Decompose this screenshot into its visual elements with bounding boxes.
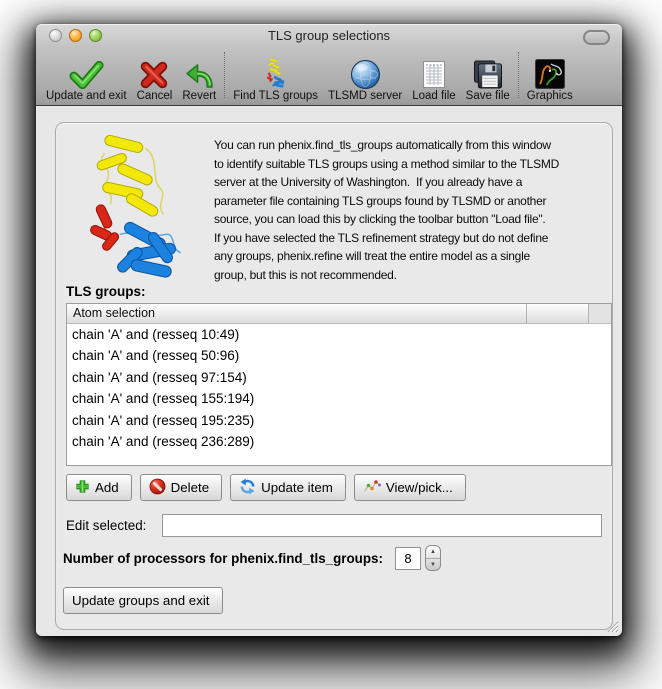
column-header-blank[interactable] [527,304,589,323]
help-text-line: to identify suitable TLS groups using a method similar to the TLSMD [214,156,559,171]
header-filler [589,304,611,323]
edit-selected-label: Edit selected: [66,518,147,533]
stepper-up-arrow-icon[interactable]: ▲ [426,546,440,559]
help-text-line: parameter file containing TLS groups found by TLSMD or another [214,193,547,208]
button-label: Update groups and exit [72,593,210,608]
dialog-window [36,24,622,636]
toolbar-revert[interactable] [177,46,221,105]
processors-input[interactable] [395,547,421,570]
help-text-line: any groups, phenix.refine will treat the entire model as a single [214,249,530,263]
toolbar-label: Cancel [136,90,173,102]
zoom-button[interactable] [89,29,102,42]
spreadsheet-file-icon [422,52,446,89]
window-header [36,24,622,106]
list-item[interactable]: chain 'A' and (resseq 155:194) [72,391,255,407]
edit-selected-input[interactable] [162,514,602,537]
minimize-button[interactable] [69,29,82,42]
traffic-lights [49,29,102,42]
update-groups-and-exit-button[interactable] [63,587,223,614]
processors-stepper [425,545,441,571]
toolbar-label: Update and exit [46,90,127,102]
toolbar-tlsmd-server[interactable] [323,46,407,105]
toolbar-toggle-pill[interactable] [583,30,610,45]
titlebar[interactable] [36,24,622,46]
tls-groups-label: TLS groups: [66,284,146,299]
toolbar-load-file[interactable] [407,46,460,105]
button-label: Delete [170,480,210,495]
tls-groups-list [66,303,612,466]
help-text [214,136,614,284]
view-pick-button[interactable] [354,474,466,501]
window-title: TLS group selections [267,28,391,43]
list-item[interactable]: chain 'A' and (resseq 236:289) [72,434,255,450]
toolbar-save-file[interactable] [461,46,515,105]
globe-icon [351,52,380,89]
help-text-line: group, but this is not recommended. [214,267,397,282]
toolbar-separator [518,52,519,98]
list-item[interactable]: chain 'A' and (resseq 10:49) [72,327,240,342]
toolbar-label: Save file [465,90,510,102]
no-entry-icon [149,478,166,498]
add-button[interactable] [66,474,132,501]
plus-icon [75,479,90,497]
button-label: Update item [261,480,333,495]
dialog-content [36,106,622,636]
toolbar-label: Revert [182,90,217,102]
update-item-button[interactable] [230,474,346,501]
cancel-x-icon [140,52,168,89]
processors-row [63,545,441,571]
toolbar [36,46,622,105]
protein-ribbon-icon [263,52,289,89]
button-label: View/pick... [385,480,453,495]
column-header-atom-selection[interactable]: Atom selection [67,304,527,323]
processors-label: Number of processors for phenix.find_tls_groups: [63,550,383,566]
help-text-line: If you have selected the TLS refinement strategy but do not define [214,230,549,245]
floppy-disk-icon [473,52,503,89]
toolbar-label: Graphics [526,90,573,102]
toolbar-find-tls-groups[interactable] [228,46,323,105]
check-icon [69,52,104,89]
toolbar-label: Load file [412,90,456,102]
toolbar-label: TLSMD server [328,90,403,102]
list-item[interactable]: chain 'A' and (resseq 50:96) [72,348,240,364]
scatter-plot-icon [363,479,381,497]
toolbar-update-and-exit[interactable] [41,46,132,105]
edit-selected-row [66,514,602,537]
list-item[interactable]: chain 'A' and (resseq 97:154) [72,369,247,385]
list-body [67,324,611,452]
toolbar-graphics[interactable] [522,46,578,105]
refresh-icon [239,478,256,498]
help-text-line: You can run phenix.find_tls_groups automatically from this window [214,138,551,152]
list-item[interactable]: chain 'A' and (resseq 195:235) [72,412,255,428]
list-actions [66,474,466,501]
protein-ribbon-image [74,131,196,287]
revert-arrow-icon [184,52,215,89]
close-button[interactable] [49,29,62,42]
main-panel [55,122,613,630]
list-header [67,304,611,324]
help-text-line: source, you can load this by clicking the toolbar button "Load file". [214,212,546,226]
toolbar-cancel[interactable] [132,46,178,105]
help-text-line: server at the University of Washington. If you already have a [214,175,523,189]
toolbar-separator [224,52,225,98]
button-label: Add [95,480,119,495]
molecule-graphics-icon [535,52,565,89]
delete-button[interactable] [140,474,222,501]
stepper-down-arrow-icon[interactable]: ▼ [429,562,436,568]
resize-grip[interactable] [606,620,619,633]
toolbar-label: Find TLS groups [233,90,319,102]
